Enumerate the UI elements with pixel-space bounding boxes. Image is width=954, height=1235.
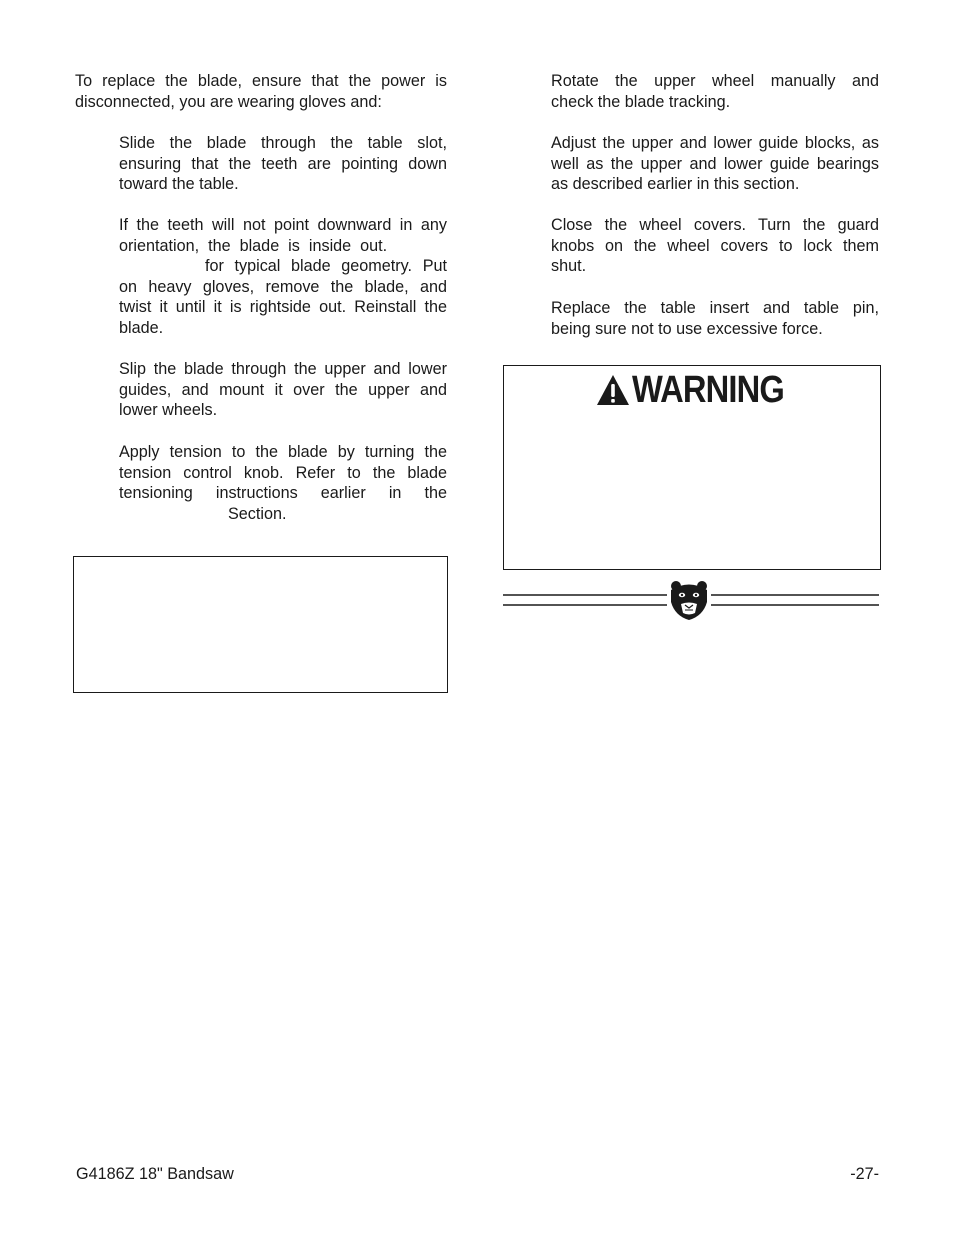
section-divider: [503, 580, 879, 622]
note-box: [73, 556, 448, 693]
step-rotate-wheel: [551, 71, 879, 112]
bear-logo-icon: [671, 581, 707, 620]
text-line: Close the wheel covers. Turn the guard: [551, 216, 879, 234]
step-replace-insert: [551, 298, 879, 339]
warning-box: [503, 365, 881, 570]
text-line: Replace the table insert and table pin,: [551, 299, 879, 317]
text-line: lower wheels.: [119, 401, 218, 420]
text-line: on heavy gloves, remove the blade, and: [119, 277, 447, 296]
text-line: Adjust the upper and lower guide blocks, as: [551, 134, 879, 152]
warning-header: [596, 370, 809, 410]
intro-paragraph: [75, 71, 447, 112]
text-line: knobs on the wheel covers to lock them: [551, 236, 879, 255]
step-teeth-orientation: [119, 215, 447, 339]
footer-page-number: -27-: [850, 1165, 879, 1183]
text-line: check the blade tracking.: [551, 92, 731, 111]
text-line: well as the upper and lower guide bearings: [551, 154, 879, 173]
footer-model: G4186Z 18" Bandsaw: [76, 1165, 234, 1183]
text-line: twist it until it is rightside out. Reinstall the: [119, 298, 447, 317]
step-adjust-guides: [551, 133, 879, 195]
text-line: blade.: [119, 318, 164, 337]
text-line: orientation, the blade is inside out.: [119, 236, 388, 255]
text-line: being sure not to use excessive force.: [551, 319, 823, 338]
text-line: tensioning instructions earlier in the: [119, 484, 447, 503]
text-line: toward the table.: [119, 175, 239, 194]
text-line: shut.: [551, 257, 587, 276]
warning-title: WARNING: [632, 369, 784, 411]
step-apply-tension: [119, 442, 447, 524]
text-line: Apply tension to the blade by turning the: [119, 443, 447, 461]
step-slide-blade: [119, 133, 447, 195]
step-close-covers: [551, 215, 879, 277]
text-line: To replace the blade, ensure that the power is: [75, 72, 447, 90]
text-line: Slip the blade through the upper and lower: [119, 360, 447, 378]
text-line: Section.: [228, 504, 287, 523]
text-line: disconnected, you are wearing gloves and:: [75, 92, 382, 111]
text-line: as described earlier in this section.: [551, 175, 800, 194]
text-line: guides, and mount it over the upper and: [119, 380, 447, 399]
warning-triangle-icon: [596, 373, 630, 407]
text-line: ensuring that the teeth are pointing down: [119, 154, 447, 173]
text-line: Rotate the upper wheel manually and: [551, 72, 879, 90]
text-line: for typical blade geometry. Put: [205, 257, 447, 276]
text-line: If the teeth will not point downward in any: [119, 216, 447, 234]
step-slip-blade: [119, 359, 447, 421]
text-line: tension control knob. Refer to the blade: [119, 463, 447, 482]
text-line: Slide the blade through the table slot,: [119, 134, 447, 152]
